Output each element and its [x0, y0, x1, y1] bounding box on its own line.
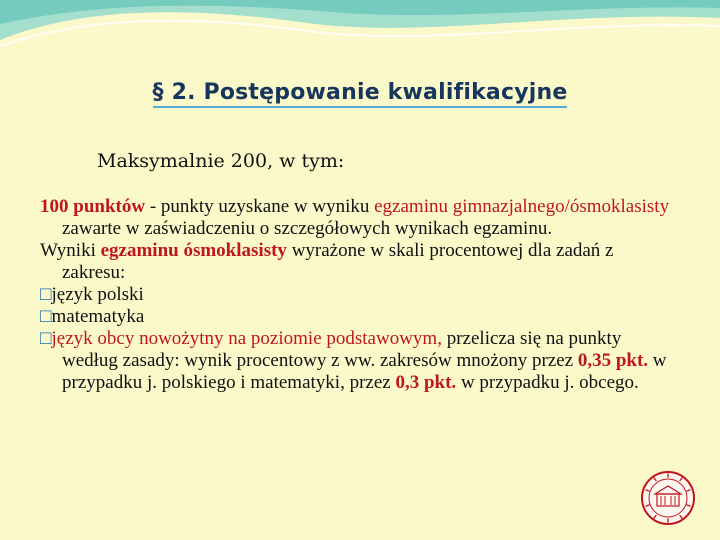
paragraph-exam-points: 100 punktów - punkty uzyskane w wyniku egzaminu gimnazjalnego/ósmoklasisty zawarte w zaświadczeniu o szczegółowych wynikach egzaminu.: [40, 196, 670, 239]
max-points-heading: Maksymalnie 200, w tym:: [97, 150, 345, 172]
box-bullet-icon: □: [40, 328, 52, 349]
list-item-polish: □język polski: [40, 284, 144, 305]
box-bullet-icon: □: [40, 284, 52, 305]
list-item-math: □matematyka: [40, 306, 145, 327]
paragraph-exam-results: Wyniki egzaminu ósmoklasisty wyrażone w skali procentowej dla zadań z zakresu:: [40, 240, 614, 283]
list-item-foreign-language: □język obcy nowożytny na poziomie podstawowym, przelicza się na punkty według zasady: wynik procentowy z ww. zakresów mnożony przez 0,35 pkt. w przypadku j. polskiego i matematyki, przez 0,3 pkt. w przypadku j. obcego.: [40, 328, 667, 393]
slide-content: [40, 196, 680, 394]
box-bullet-icon: □: [40, 306, 52, 327]
header-wave-decoration: [0, 0, 720, 80]
school-seal-icon: [640, 470, 696, 526]
slide-title: § 2. Postępowanie kwalifikacyjne: [0, 80, 720, 105]
